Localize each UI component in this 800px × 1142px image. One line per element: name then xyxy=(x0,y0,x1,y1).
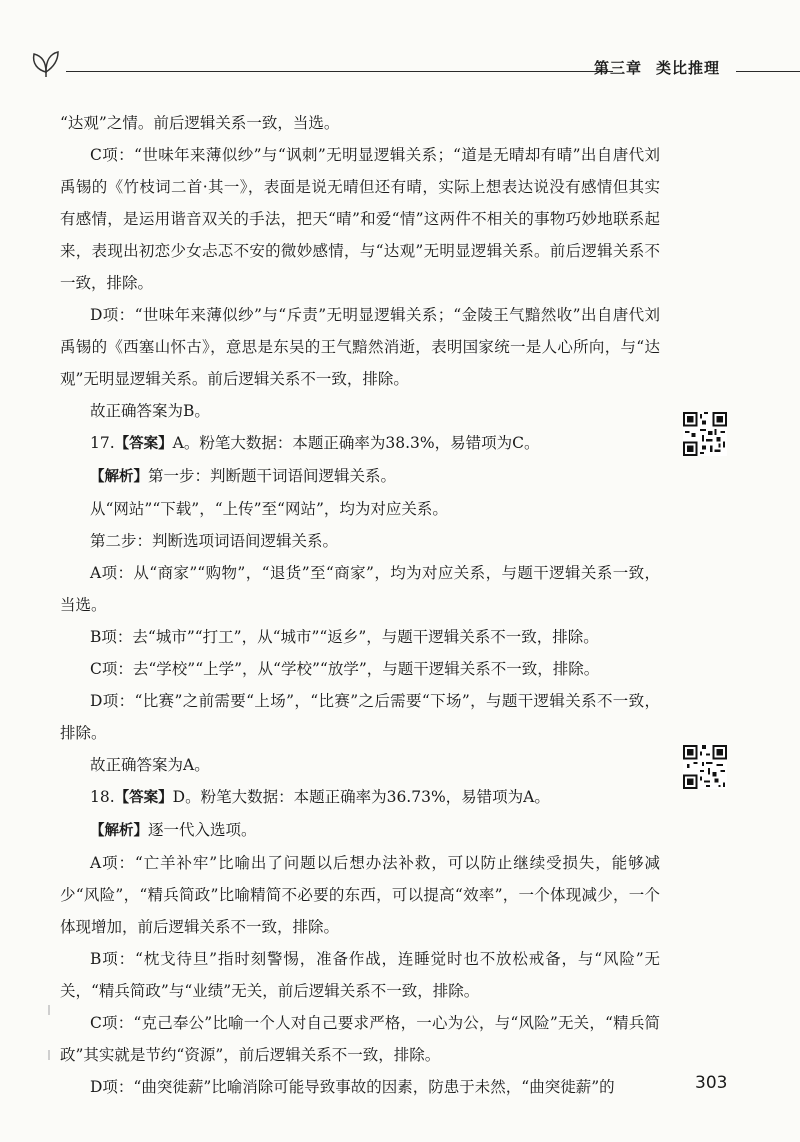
paragraph: D项：“比赛”之前需要“上场”，“比赛”之后需要“下场”，与题干逻辑关系不一致，排除。 xyxy=(60,692,660,742)
paragraph: B项：去“城市”“打工”，从“城市”“返乡”，与题干逻辑关系不一致，排除。 xyxy=(90,628,599,646)
analysis-paragraph: 【解析】第一步：判断题干词语间逻辑关系。 xyxy=(90,467,397,485)
answer-tag: 【答案】 xyxy=(114,790,173,806)
qr-code-icon[interactable] xyxy=(683,745,727,789)
paragraph: 故正确答案为B。 xyxy=(90,402,210,420)
paragraph: 第二步：判断选项词语间逻辑关系。 xyxy=(90,532,339,550)
paragraph: C项：去“学校”“上学”，从“学校”“放学”，与题干逻辑关系不一致，排除。 xyxy=(90,660,600,678)
answer-paragraph: 17.【答案】A。粉笔大数据：本题正确率为38.3%，易错项为C。 xyxy=(90,434,540,452)
paragraph: “达观”之情。前后逻辑关系一致，当选。 xyxy=(60,114,340,132)
paragraph: B项：“枕戈待旦”指时刻警惕，准备作战，连睡觉时也不放松戒备，与“风险”无关，“精兵简政”与“业绩”无关，前后逻辑关系不一致，排除。 xyxy=(60,950,660,1000)
header-chapter xyxy=(594,57,734,78)
margin-mark xyxy=(48,1005,50,1015)
answer-tag: 【答案】 xyxy=(114,436,173,452)
leaf-logo-icon xyxy=(28,48,64,78)
page-number: 303 xyxy=(695,1073,728,1093)
answer-paragraph: 18.【答案】D。粉笔大数据：本题正确率为36.73%，易错项为A。 xyxy=(90,788,550,806)
margin-mark xyxy=(48,1050,50,1060)
paragraph: D项：“世味年来薄似纱”与“斥责”无明显逻辑关系；“金陵王气黯然收”出自唐代刘禹锡的《西塞山怀古》，意思是东吴的王气黯然消逝，表明国家统一是人心所向，与“达观”无明显逻辑关系。前后逻辑关系不一致，排除。 xyxy=(60,306,660,388)
paragraph: C项：“世味年来薄似纱”与“讽刺”无明显逻辑关系；“道是无晴却有晴”出自唐代刘禹锡的《竹枝词二首·其一》，表面是说无晴但还有晴，实际上想表达说没有感情但其实有感情，是运用谐音双关的手法，把天“晴”和爱“情”这两件不相关的事物巧妙地联系起来，表现出初恋少女忐忑不安的微妙感情，与“达观”无明显逻辑关系。前后逻辑关系不一致，排除。 xyxy=(60,146,660,292)
qr-code-icon[interactable] xyxy=(683,412,727,456)
paragraph: A项：“亡羊补牢”比喻出了问题以后想办法补救，可以防止继续受损失，能够减少“风险”，“精兵简政”比喻精简不必要的东西，可以提高“效率”，一个体现减少，一个体现增加，前后逻辑关系不一致，排除。 xyxy=(60,854,660,936)
paragraph: D项：“曲突徙薪”比喻消除可能导致事故的因素，防患于未然，“曲突徙薪”的 xyxy=(90,1078,615,1096)
paragraph: A项：从“商家”“购物”，“退货”至“商家”，均为对应关系，与题干逻辑关系一致，当选。 xyxy=(60,564,660,614)
analysis-tag: 【解析】 xyxy=(90,469,148,485)
header-rule-right xyxy=(736,71,800,72)
paragraph: 故正确答案为A。 xyxy=(90,756,210,774)
chapter-number: 第三章 xyxy=(594,59,643,77)
page-header xyxy=(28,48,800,84)
analysis-tag: 【解析】 xyxy=(90,823,148,839)
header-rule-left xyxy=(66,71,613,72)
analysis-paragraph: 【解析】逐一代入选项。 xyxy=(90,821,257,839)
paragraph: 从“网站”“下载”，“上传”至“网站”，均为对应关系。 xyxy=(90,500,448,518)
chapter-title: 类比推理 xyxy=(656,59,721,77)
paragraph: C项：“克己奉公”比喻一个人对自己要求严格，一心为公，与“风险”无关，“精兵简政”其实就是节约“资源”，前后逻辑关系不一致，排除。 xyxy=(60,1014,660,1064)
page-body xyxy=(60,107,660,1103)
